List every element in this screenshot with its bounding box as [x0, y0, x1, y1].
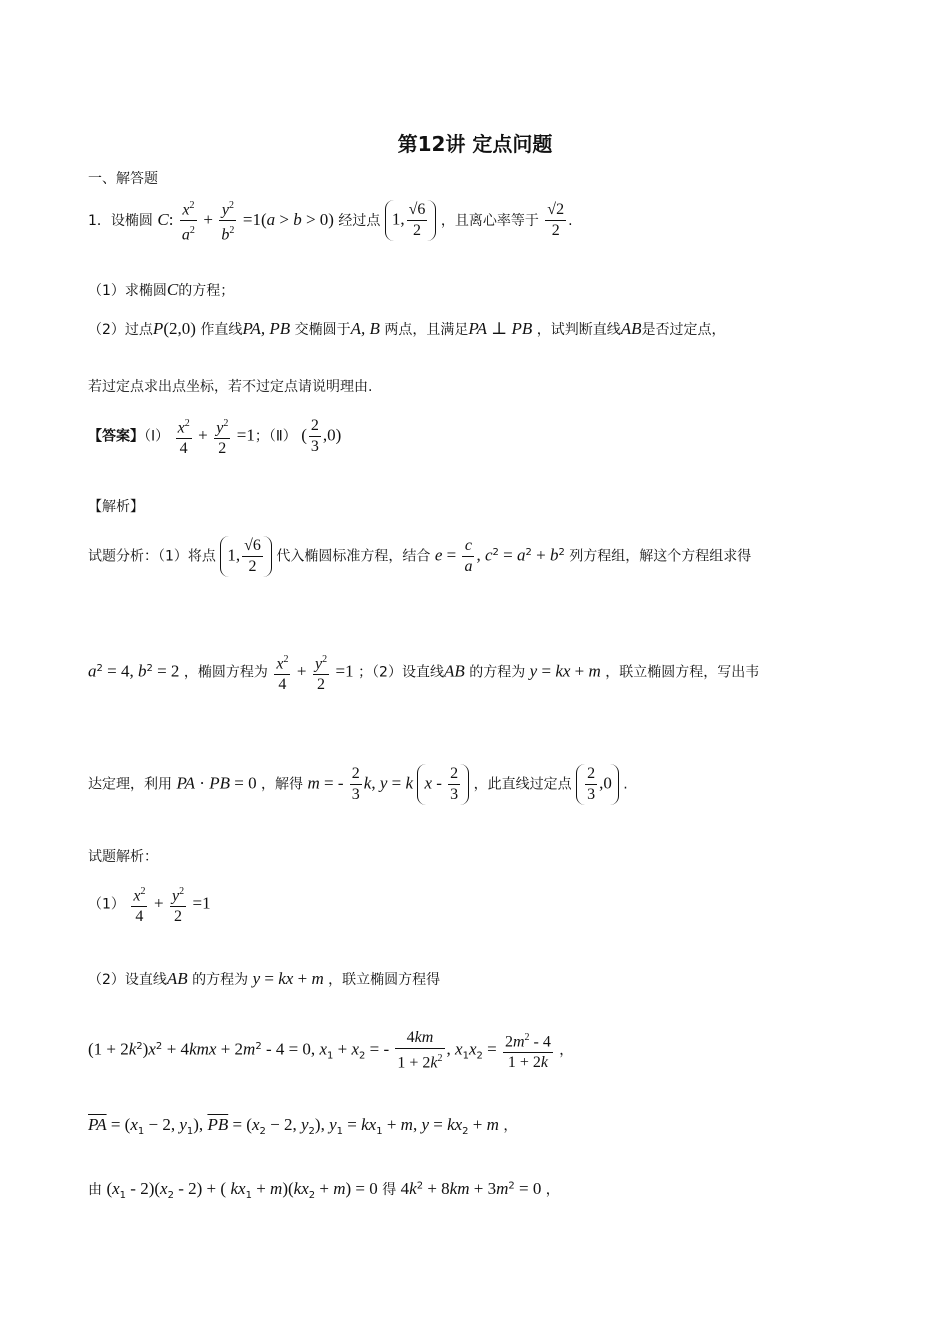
question-1-part-2-cont: 若过定点求出点坐标，若不过定点请说明理由. — [88, 379, 373, 395]
section-heading: 一、解答题 — [88, 171, 158, 187]
solution-part-2: （2）设直线AB 的方程为 y = kx + m ，联立椭圆方程得 — [88, 969, 441, 988]
analysis-line-3: 达定理，利用 PA · PB = 0 ，解得 m = - $\frac{2}{3}$ k, y = k x - $\frac{2}{3}$ ，此直线过定点 $\frac{2}{3}$ ,0 . — [88, 765, 628, 803]
question-1-part-1: （1）求椭圆C的方程； — [88, 280, 235, 299]
question-1-part-2: （2）过点P(2,0) 作直线PA, PB 交椭圆于A, B 两点，且满足PA ⊥ PB ，试判断直线AB是否过定点， — [88, 319, 726, 338]
solution-equation-3: 由 $(x_1 - 2)(x_2 - 2)$ + ( $kx_1 + m)(kx_2 + m) = 0$ 得 $4k^2 + 8km + 3m^2 = 0$ ， — [88, 1179, 560, 1201]
page-title: 第12讲 定点问题 — [397, 132, 553, 156]
question-1: 1．设椭圆 C: $\frac{x^2}{a^2}$ + $\frac{y^2}{b^2}$ =1(a > b > 0) 经过点 1, $\frac{√6}{2}$ ，且离心率等于 $\frac{√2}{2}$ . — [88, 196, 573, 246]
solution-equation-1: $(1 + 2k^2)x^2 + 4kmx + 2m^2 - 4 = 0$, $x_1 + x_2$ = - $\frac{4km}{1 + 2k^2}$ , $x_1x_2$ = $\frac{2m^2 - 4}{1 + 2k}$ ， — [88, 1029, 574, 1072]
solution-part-1: （1） $\frac{x^2}{4}$ + $\frac{y^2}{2}$ =1 — [88, 882, 211, 927]
solution-label: 试题解析： — [88, 849, 158, 865]
answer-line: 【答案】（Ⅰ） $\frac{x^2}{4}$ + $\frac{y^2}{2}$ =1；（Ⅱ） ( $\frac{2}{3}$ ,0) — [88, 414, 341, 459]
analysis-line-2: $a^2 = 4$, $b^2 = 2$ ，椭圆方程为 $\frac{x^2}{4}$ + $\frac{y^2}{2}$ =1 ；（2）设直线AB 的方程为 y = kx + m ，联立椭圆方程，写出韦 — [88, 650, 759, 695]
analysis-line-1: 试题分析：（1）将点 1, $\frac{√6}{2}$ 代入椭圆标准方程，结合 e = $\frac{c}{a}$ , $c^2 = a^2 + b^2$ 列方程组，解这个方程组求得 — [88, 537, 752, 575]
analysis-label: 【解析】 — [88, 499, 144, 515]
solution-equation-2: $\overline{PA} = (x_1 - 2$, $y_1$), $\overline{PB} = (x_2 - 2$, $y_2$), $y_1 = kx_1 + m$, $y = kx_2 + m$ ， — [88, 1115, 518, 1137]
